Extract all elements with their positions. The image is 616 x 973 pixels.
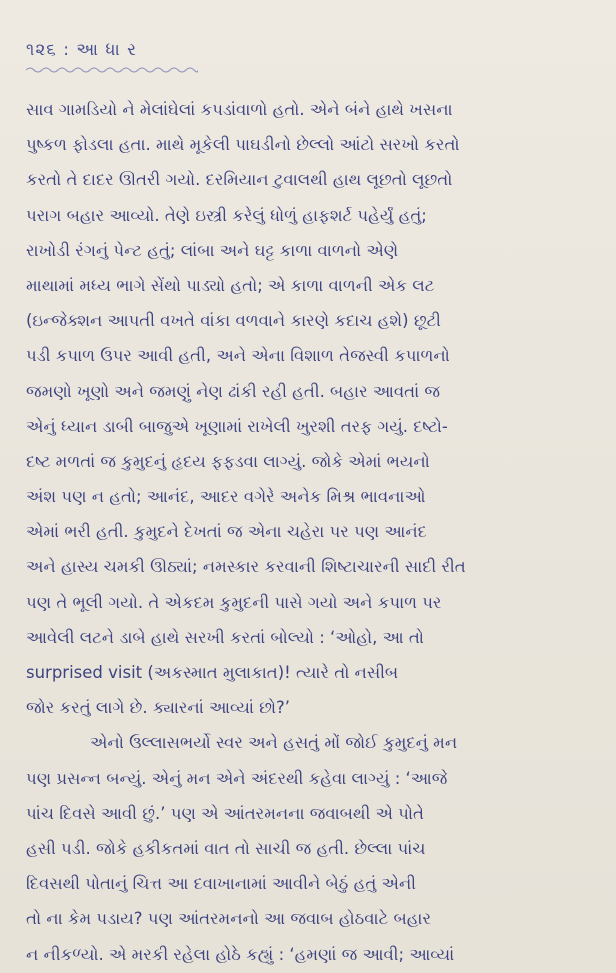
header-wavy-rule	[26, 66, 198, 74]
text-line: જોર કરતું લાગે છે. ક્યારનાં આવ્યાં છો?’	[26, 698, 291, 718]
paragraph-start-line: એનો ઉલ્લાસભર્યો સ્વર અને હસતું મોં જોઈ કુમુદનું મન	[90, 733, 458, 753]
body-text	[26, 92, 594, 972]
text-line: દષ્ટ મળતાં જ કુમુદનું હૃદય ફફડવા લાગ્યું. જોકે એમાં ભયનો	[26, 451, 430, 471]
text-line: દિવસથી પોતાનું ચિત્ત આ દવાખાનામાં આવીને બેઠું હતું એની	[26, 874, 416, 894]
text-line: (ઇન્જેક્શન આપતી વખતે વાંકા વળવાને કારણે કદાચ હશે) છૂટી	[26, 311, 441, 331]
text-line: પુષ્કળ ફોડલા હતા. માથે મૂકેલી પાઘડીનો છેલ્લો આંટો સરખો કરતો	[26, 135, 460, 155]
text-line: એનું ધ્યાન ડાબી બાજુએ ખૂણામાં રાખેલી ખુરશી તરફ ગયું. દષ્ટો-	[26, 416, 448, 436]
text-line: અને હાસ્ય ચમકી ઊઠ્યાં; નમસ્કાર કરવાની શિષ્ટાચારની સાદી રીત	[26, 557, 466, 577]
text-line: તો ના કેમ પડાય? પણ આંતરમનનો આ જવાબ હોઠવાટે બહાર	[26, 909, 432, 929]
text-line: ન નીકળ્યો. એ મરકી રહેલા હોઠે કહ્યું : ‘હમણાં જ આવી; આવ્યાં	[26, 944, 455, 964]
text-line: પરાગ બહાર આવ્યો. તેણે ઇસ્ત્રી કરેલું ધોળું હાફશર્ટ પહેર્યું હતું;	[26, 205, 427, 225]
text-line: પણ પ્રસન્ન બન્યું. એનું મન એને અંદરથી કહેવા લાગ્યું : ‘આજે	[26, 768, 448, 788]
text-line: રાખોડી રંગનું પેન્ટ હતું; લાંબા અને ઘટ્ટ કાળા વાળનો એણે	[26, 240, 399, 260]
text-line: માથામાં મધ્ય ભાગે સેંથો પાડ્યો હતો; એ કાળા વાળની એક લટ	[26, 275, 435, 295]
text-line: આવેલી લટને ડાબે હાથે સરખી કરતાં બોલ્યો : ‘ઓહો, આ તો	[26, 627, 424, 647]
text-line: સાવ ગામડિયો ને મેલાંઘેલાં કપડાંવાળો હતો. એને બંને હાથે ખસના	[26, 100, 453, 119]
text-line: એમાં ભરી હતી. કુમુદને દેખતાં જ એના ચહેરા પર પણ આનંદ	[26, 522, 427, 542]
chapter-title: આ ધા ર	[76, 40, 137, 60]
text-line: પાંચ દિવસે આવી છું.’ પણ એ આંતરમનના જવાબથી એ પોતે	[26, 803, 424, 823]
text-line: કરતો તે દાદર ઊતરી ગયો. દરમિયાન ટુવાલથી હાથ લૂછતો લૂછતો	[26, 170, 453, 190]
text-line: હસી પડી. જોકે હકીકતમાં વાત તો સાચી જ હતી. છેલ્લા પાંચ	[26, 838, 426, 858]
text-line: પડી કપાળ ઉપર આવી હતી, અને એના વિશાળ તેજસ્વી કપાળનો	[26, 346, 450, 366]
text-line-latin: surprised visit (અકસ્માત મુલાકાત)! ત્યારે તો નસીબ	[26, 663, 399, 682]
text-line: પણ તે ભૂલી ગયો. તે એકદમ કુમુદની પાસે ગયો અને કપાળ પર	[26, 592, 442, 612]
header-separator: :	[63, 40, 70, 60]
text-line: જમણો ખૂણો અને જમણું નેણ ઢાંકી રહી હતી. બહાર આવતાં જ	[26, 381, 440, 401]
text-line: અંશ પણ ન હતો; આનંદ, આદર વગેરે અનેક મિશ્ર ભાવનાઓ	[26, 487, 426, 507]
page-number: ૧૨૬	[26, 40, 57, 60]
